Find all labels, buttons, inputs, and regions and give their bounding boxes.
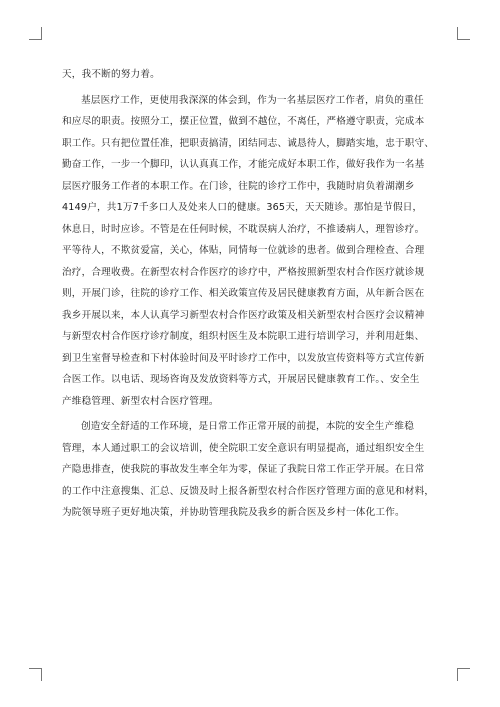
text-line: 基层医疗工作，更使用我深深的体会到，作为一名基层医疗工作者，肩负的重任 — [81, 94, 424, 106]
crop-mark-bottom-left — [29, 668, 42, 681]
crop-mark-bottom-right — [457, 668, 470, 681]
text-line: 天，我不断的努力着。 — [62, 69, 160, 80]
text-line: 管理，本人通过职工的会议培训，使全院职工安全意识有明显提高，通过组织安全生 — [62, 442, 425, 454]
text-line: 为院领导班子更好地决策，并协助管理我院及我乡的新合医及乡村一体化工作。 — [62, 507, 405, 518]
text-line: 创造安全舒适的工作环境，是日常工作正常开展的前提，本院的安全生产维稳 — [81, 421, 414, 432]
text-line: 产隐患排查，使我院的事故发生率全年为零，保证了我院日常工作正学开展。在日常 — [62, 464, 425, 475]
text-line: 产维稳管理、新型农村合医疗管理。 — [62, 395, 219, 407]
text-line: 和应尽的职责。按照分工，摆正位置，做到不越位，不离任，严格遵守职责，完成本 — [62, 116, 425, 127]
paragraph — [62, 416, 442, 524]
text-line: 治疗，合理收费。在新型农村合作医疗的诊疗中，严格按照新型农村合作医疗就诊规 — [62, 266, 425, 278]
text-line: 我乡开展以来，本人认真学习新型农村合作医疗政策及相关新型农村合医疗会议精神 — [62, 309, 425, 321]
text-line: 与新型农村合作医疗诊疗制度，组织村医生及本院职工进行培训学习，并利用赶集、 — [62, 331, 425, 342]
text-line: 职工作。只有把位置任准，把职责搞清，团结同志、诚恳待人，脚踏实地，忠于职守、 — [62, 137, 435, 149]
crop-mark-top-left — [29, 27, 42, 40]
paragraph — [62, 90, 442, 413]
text-line: 勤奋工作，一步一个脚印，认认真真工作，才能完成好本职工作，做好我作为一名基 — [62, 159, 425, 170]
paragraph — [62, 64, 442, 86]
text-line: 合医工作。以电话、现场咨询及发放资料等方式，开展居民健康教育工作。、安全生 — [62, 374, 420, 385]
text-line: 到卫生室督导检查和下村体验时间及平时诊疗工作中，以发放宣传资料等方式宣传新 — [62, 352, 425, 364]
text-line: 平等待人，不欺贫爱富，关心，体贴，同情每一位就诊的患者。做到合理检查、合理 — [62, 245, 425, 256]
text-line: 休息日，时时应诊。不管是在任何时候，不耽误病人治疗，不推诿病人，理智诊疗。 — [62, 223, 425, 235]
text-line: 则，开展门诊，往院的诊疗工作、相关政策宣传及居民健康教育方面，从年新合医在 — [62, 288, 425, 299]
text-line: 的工作中注意搜集、汇总、反馈及时上报各新型农村合作医疗管理方面的意见和材料， — [62, 485, 435, 497]
document-body — [62, 64, 442, 524]
crop-mark-top-right — [457, 27, 470, 40]
text-line: 层医疗服务工作者的本职工作。在门诊，往院的诊疗工作中，我随时肩负着湖潮乡 — [62, 180, 415, 192]
text-line: 4149户，共1万7千多口人及处来人口的健康。365天，天天随诊。那怕是节假日， — [62, 202, 423, 213]
